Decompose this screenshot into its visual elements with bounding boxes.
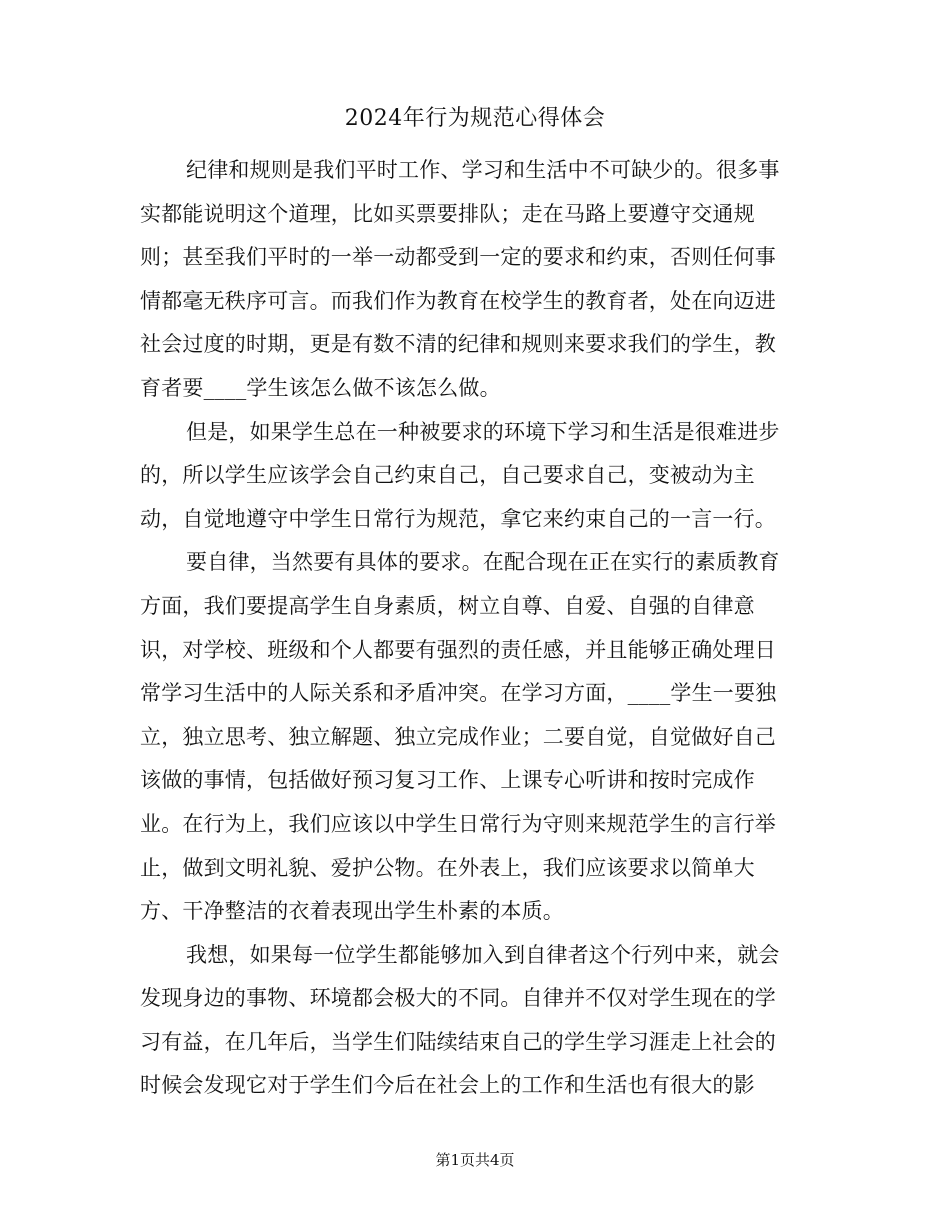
paragraph-line: 动，自觉地遵守中学生日常行为规范，拿它来约束自己的一言一行。 <box>140 506 776 531</box>
page-number: 第1页共4页 <box>435 1151 515 1169</box>
paragraph-line: 实都能说明这个道理，比如买票要排队；走在马路上要遵守交通规 <box>140 201 755 226</box>
paragraph-line: 发现身边的事物、环境都会极大的不同。自律并不仅对学生现在的学 <box>140 986 776 1011</box>
paragraph-line: 社会过度的时期，更是有数不清的纪律和规则来要求我们的学生，教 <box>140 332 776 357</box>
paragraph-line: 该做的事情，包括做好预习复习工作、上课专心听讲和按时完成作 <box>140 768 755 793</box>
paragraph-line: 情都毫无秩序可言。而我们作为教育在校学生的教育者，处在向迈进 <box>140 288 776 313</box>
paragraph-4 <box>140 934 810 1108</box>
paragraph-line: 止，做到文明礼貌、爱护公物。在外表上，我们应该要求以简单大 <box>140 855 755 880</box>
paragraph-line: 要自律，当然要有具体的要求。在配合现在正在实行的素质教育 <box>186 550 780 575</box>
paragraph-1 <box>140 149 810 411</box>
paragraph-line: 但是，如果学生总在一种被要求的环境下学习和生活是很难进步 <box>186 419 780 444</box>
paragraph-line: 习有益，在几年后，当学生们陆续结束自己的学生学习涯走上社会的 <box>140 1029 776 1054</box>
paragraph-line: 时候会发现它对于学生们今后在社会上的工作和生活也有很大的影 <box>140 1073 755 1098</box>
paragraph-line: 育者要____学生该怎么做不该怎么做。 <box>140 375 501 400</box>
paragraph-line: 我想，如果每一位学生都能够加入到自律者这个行列中来，就会 <box>186 942 780 967</box>
document-body <box>140 149 810 1108</box>
paragraph-line: 常学习生活中的人际关系和矛盾冲突。在学习方面，____学生一要独 <box>140 681 777 706</box>
paragraph-line: 方、干净整洁的衣着表现出学生朴素的本质。 <box>140 899 564 924</box>
paragraph-3 <box>140 541 810 933</box>
paragraph-line: 纪律和规则是我们平时工作、学习和生活中不可缺少的。很多事 <box>186 158 780 182</box>
paragraph-line: 则；甚至我们平时的一举一动都受到一定的要求和约束，否则任何事 <box>140 245 776 270</box>
paragraph-2 <box>140 411 810 542</box>
paragraph-line: 业。在行为上，我们应该以中学生日常行为守则来规范学生的言行举 <box>140 811 776 836</box>
paragraph-line: 立，独立思考、独立解题、独立完成作业；二要自觉，自觉做好自己 <box>140 724 776 749</box>
paragraph-line: 识，对学校、班级和个人都要有强烈的责任感，并且能够正确处理日 <box>140 637 776 662</box>
document-title: 2024年行为规范心得体会 <box>344 106 606 131</box>
paragraph-line: 方面，我们要提高学生自身素质，树立自尊、自爱、自强的自律意 <box>140 593 755 618</box>
paragraph-line: 的，所以学生应该学会自己约束自己，自己要求自己，变被动为主 <box>140 463 755 488</box>
